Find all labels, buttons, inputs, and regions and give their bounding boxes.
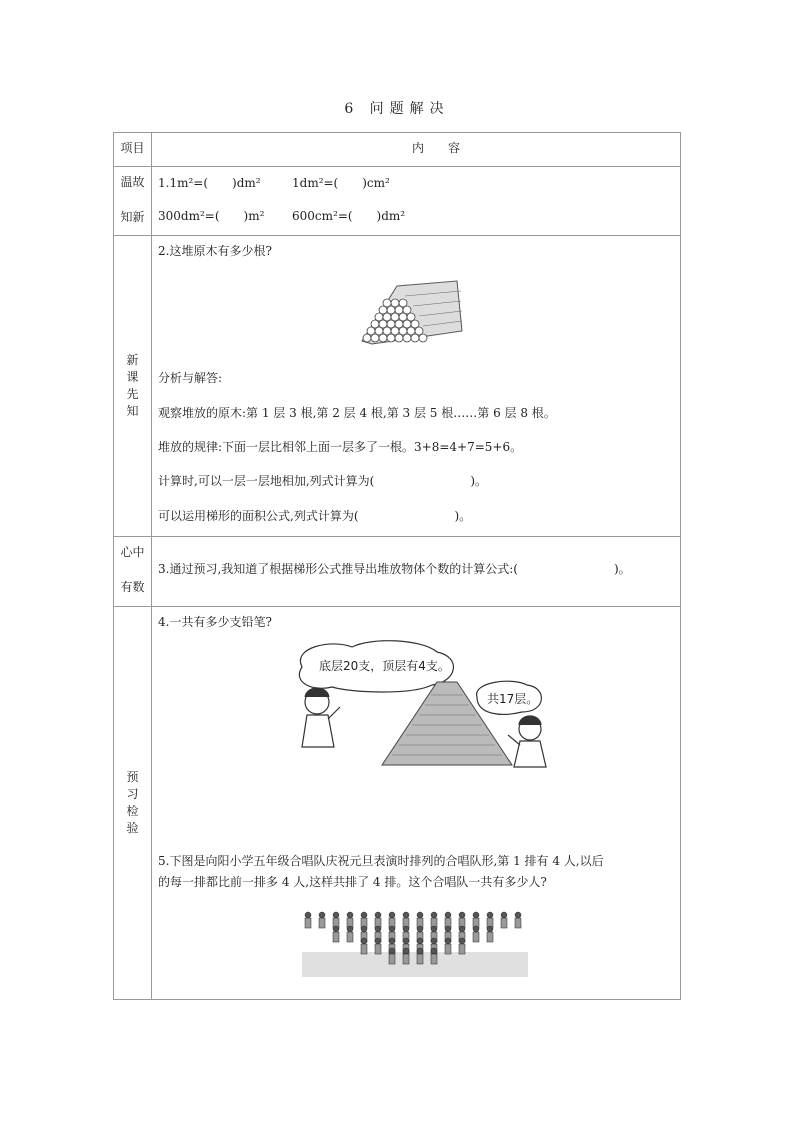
choir-singer-head [361, 926, 367, 932]
heart-label-a: 心中 [120, 545, 145, 559]
header-col2: 内 容 [411, 141, 460, 155]
choir-singer-head [403, 948, 409, 954]
check-label-3: 检 [126, 804, 139, 818]
bubble1-text: 底层20支，顶层有4支。 [319, 659, 450, 673]
choir-singer-head [417, 938, 423, 944]
choir-singer-body [459, 944, 465, 954]
review-q1d: 600cm²=( )dm² [292, 209, 406, 223]
choir-singer-head [403, 926, 409, 932]
choir-singer-body [319, 918, 325, 928]
heart-label-cell [114, 537, 152, 607]
review-q1a: 1.1m²=( )dm² [158, 176, 261, 190]
choir-singer-head [389, 912, 395, 918]
choir-singer-head [501, 912, 507, 918]
choir-singer-body [431, 954, 437, 964]
choir-singer-head [459, 938, 465, 944]
girl-figure [508, 716, 546, 767]
newlesson-observe: 观察堆放的原木:第 1 层 3 根,第 2 层 4 根,第 3 层 5 根……第 6 层 8 根。 [158, 406, 556, 420]
newlesson-label-4: 知 [126, 404, 139, 418]
choir-singer-body [473, 932, 479, 942]
pencil-pile-illustration [262, 637, 562, 777]
choir-singer-body [305, 918, 311, 928]
newlesson-calc1: 计算时,可以一层一层地相加,列式计算为( )。 [158, 474, 487, 488]
page-title: 6 问题解决 [344, 101, 450, 117]
choir-singer-body [445, 944, 451, 954]
choir-singer-body [347, 932, 353, 942]
choir-singer-head [333, 912, 339, 918]
review-q1b: 1dm²=( )cm² [292, 176, 390, 190]
log-pile-illustration [357, 276, 467, 346]
choir-singer-body [333, 932, 339, 942]
choir-singer-body [487, 932, 493, 942]
choir-singer-head [361, 912, 367, 918]
choir-singer-head [347, 912, 353, 918]
choir-singer-head [459, 926, 465, 932]
header-item-cell [114, 133, 152, 167]
choir-singer-head [361, 938, 367, 944]
review-q1c: 300dm²=( )m² [158, 209, 265, 223]
header-content-cell [152, 133, 681, 167]
check-q4: 4.一共有多少支铅笔? [158, 615, 272, 629]
bubble2-text: 共17层。 [487, 692, 539, 706]
choir-singer-body [361, 944, 367, 954]
choir-illustration [302, 907, 528, 977]
choir-singer-head [389, 948, 395, 954]
choir-singer-head [333, 926, 339, 932]
newlesson-analysis: 分析与解答: [158, 371, 223, 385]
choir-singer-body [375, 944, 381, 954]
check-q5b: 的每一排都比前一排多 4 人,这样共排了 4 排。这个合唱队一共有多少人? [158, 875, 547, 889]
heart-content-cell [152, 537, 681, 607]
choir-singer-head [375, 912, 381, 918]
choir-singer-head [305, 912, 311, 918]
choir-singer-head [403, 912, 409, 918]
review-content-cell [152, 167, 681, 236]
choir-singer-head [417, 948, 423, 954]
newlesson-label-3: 先 [126, 387, 139, 401]
choir-singer-head [487, 926, 493, 932]
choir-singer-head [487, 912, 493, 918]
heart-label-b: 有数 [120, 580, 145, 594]
worksheet-table [113, 132, 681, 1000]
choir-singer-head [473, 912, 479, 918]
check-q5a: 5.下图是向阳小学五年级合唱队庆祝元旦表演时排列的合唱队形,第 1 排有 4 人,以后 [158, 854, 604, 868]
check-label-4: 验 [126, 821, 139, 835]
boy-figure [302, 688, 340, 747]
choir-singer-head [459, 912, 465, 918]
newlesson-calc2: 可以运用梯形的面积公式,列式计算为( )。 [158, 509, 472, 523]
choir-singer-head [445, 912, 451, 918]
review-label-a: 温故 [120, 175, 145, 189]
choir-singer-head [319, 912, 325, 918]
check-label-1: 预 [126, 770, 139, 784]
header-col1: 项目 [120, 141, 145, 155]
newlesson-rule: 堆放的规律:下面一层比相邻上面一层多了一根。3+8=4+7=5+6。 [158, 440, 523, 454]
choir-singer-head [515, 912, 521, 918]
check-label-cell [114, 607, 152, 1000]
choir-singer-head [375, 938, 381, 944]
choir-singer-body [515, 918, 521, 928]
choir-singer-head [431, 912, 437, 918]
choir-singer-head [431, 926, 437, 932]
choir-singer-head [417, 926, 423, 932]
review-label-b: 知新 [120, 210, 145, 224]
newlesson-label-1: 新 [126, 353, 139, 367]
check-label-2: 习 [126, 787, 139, 801]
choir-singer-body [501, 918, 507, 928]
choir-singer-head [389, 938, 395, 944]
newlesson-label-cell [114, 236, 152, 537]
choir-singer-head [347, 926, 353, 932]
heart-q3: 3.通过预习,我知道了根据梯形公式推导出堆放物体个数的计算公式:( )。 [158, 562, 631, 576]
newlesson-q2: 2.这堆原木有多少根? [158, 244, 272, 258]
choir-singer-head [431, 938, 437, 944]
choir-singer-head [445, 938, 451, 944]
check-content-cell [152, 607, 681, 1000]
choir-singer-head [445, 926, 451, 932]
choir-singer-body [417, 954, 423, 964]
choir-singer-head [417, 912, 423, 918]
choir-singer-body [403, 954, 409, 964]
review-label-cell [114, 167, 152, 236]
choir-singer-head [375, 926, 381, 932]
choir-singer-body [389, 954, 395, 964]
newlesson-content-cell [152, 236, 681, 537]
choir-singer-head [473, 926, 479, 932]
choir-singer-head [389, 926, 395, 932]
choir-singer-head [431, 948, 437, 954]
choir-singer-head [403, 938, 409, 944]
newlesson-label-2: 课 [126, 370, 139, 384]
